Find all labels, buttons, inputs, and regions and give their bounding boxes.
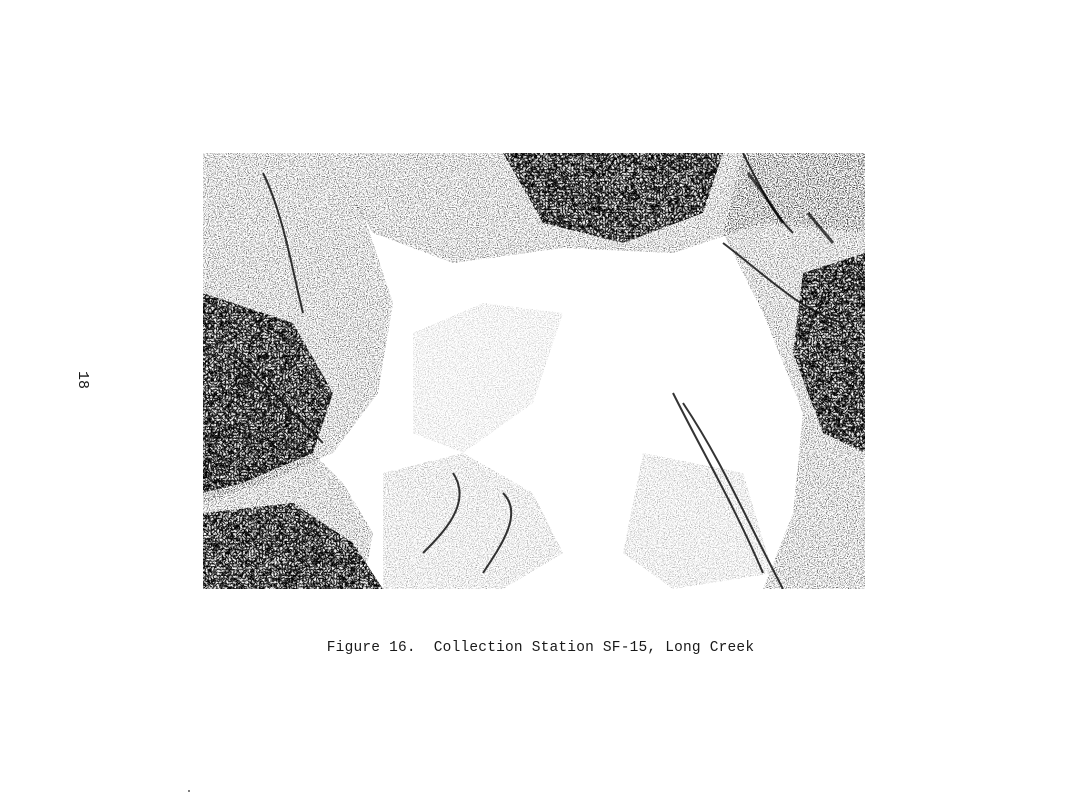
figure-title: Collection Station SF-15, Long Creek [433, 640, 755, 656]
scan-speck [188, 790, 190, 792]
figure-caption [0, 638, 1081, 658]
figure-photo [203, 153, 865, 589]
page-number: 18 [74, 370, 91, 389]
figure-label: Figure 16. [326, 640, 416, 656]
